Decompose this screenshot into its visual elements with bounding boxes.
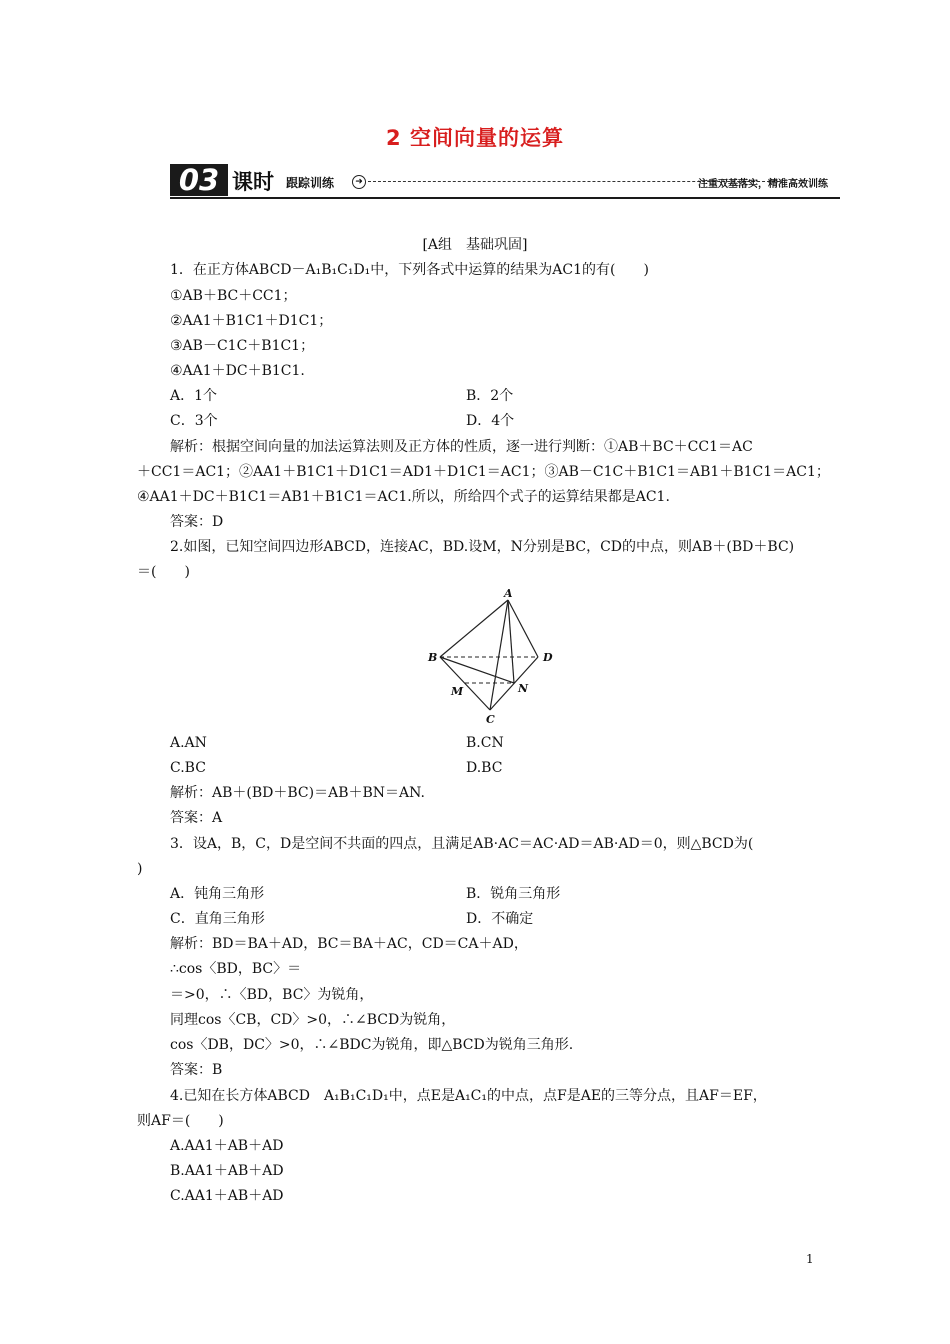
q1-item-4: ④AA1＋DC＋B1C1. xyxy=(170,363,305,379)
q3-solution-cont: ∴cos〈BD，BC〉＝ xyxy=(170,961,302,977)
q1-solution: 解析：根据空间向量的加法运算法则及正方体的性质，逐一进行判断：①AB＋BC＋CC1＝AC xyxy=(170,439,753,455)
edge-ad xyxy=(508,600,538,657)
arrow-right-icon: ➜ xyxy=(352,175,366,189)
banner-slogan: 注重双基落实，精准高效训练 xyxy=(698,179,828,190)
banner-number: 03 xyxy=(170,164,228,196)
q3-stem: 3．设A，B，C，D是空间不共面的四点，且满足AB·AC＝AC·AD＝AB·AD＝0，则△BCD为( xyxy=(170,836,754,852)
q3-option-d: D．不确定 xyxy=(466,911,534,927)
q3-stem-cont: ) xyxy=(137,861,143,877)
q2-stem: 2.如图，已知空间四边形ABCD，连接AC，BD.设M，N分别是BC，CD的中点，则AB＋(BD＋BC) xyxy=(170,539,795,555)
page-title: 2 空间向量的运算 xyxy=(386,126,564,150)
segment-bn xyxy=(440,657,514,683)
q3-solution-cont: cos〈DB，DC〉>0，∴∠BDC为锐角，即△BCD为锐角三角形. xyxy=(170,1037,574,1053)
q2-option-b: B.CN xyxy=(466,735,504,751)
q4-stem-cont: 则AF＝( ) xyxy=(137,1113,224,1129)
q4-stem: 4.已知在长方体ABCD A₁B₁C₁D₁中，点E是A₁C₁的中点，点F是AE的三等分点，且AF＝EF， xyxy=(170,1088,767,1104)
q1-solution-cont: ＋CC1＝AC1；②AA1＋B1C1＋D1C1＝AD1＋D1C1＝AC1；③AB－C1C＋B1C1＝AB1＋B1C1＝AC1； xyxy=(137,464,830,480)
q3-solution-cont: 同理cos〈CB，CD〉>0，∴∠BCD为锐角， xyxy=(170,1012,456,1028)
banner-track: 跟踪训练 xyxy=(286,176,335,190)
q3-solution: 解析：BD＝BA＋AD，BC＝BA＋AC，CD＝CA＋AD， xyxy=(170,936,528,952)
q1-stem: 1．在正方体ABCD－A₁B₁C₁D₁中，下列各式中运算的结果为AC1的有( ) xyxy=(170,262,649,278)
edge-ab xyxy=(440,600,508,657)
q2-answer: 答案：A xyxy=(170,810,223,826)
q1-option-c: C．3个 xyxy=(170,413,218,429)
q1-item-1: ①AB＋BC＋CC1； xyxy=(170,288,297,304)
q4-option-a: A.AA1＋AB＋AD xyxy=(170,1138,284,1154)
q3-answer: 答案：B xyxy=(170,1062,223,1078)
q1-item-2: ②AA1＋B1C1＋D1C1； xyxy=(170,313,333,329)
q1-solution-cont: ④AA1＋DC＋B1C1＝AB1＋B1C1＝AC1.所以，所给四个式子的运算结果都是AC1. xyxy=(137,489,670,505)
label-m: M xyxy=(451,685,464,698)
q3-option-c: C．直角三角形 xyxy=(170,911,265,927)
q1-option-a: A．1个 xyxy=(170,388,218,404)
section-heading: [A组 基础巩固] xyxy=(422,237,528,253)
q2-solution: 解析：AB＋(BD＋BC)＝AB＋BN＝AN. xyxy=(170,785,425,801)
edge-an xyxy=(508,600,514,683)
q3-option-b: B．锐角三角形 xyxy=(466,886,561,902)
lesson-banner xyxy=(170,164,840,200)
banner-rule xyxy=(170,197,840,199)
q1-option-b: B．2个 xyxy=(466,388,514,404)
q4-option-c: C.AA1＋AB＋AD xyxy=(170,1188,284,1204)
label-n: N xyxy=(518,682,529,695)
label-a: A xyxy=(504,587,513,600)
q1-item-3: ③AB－C1C＋B1C1； xyxy=(170,338,315,354)
page-number: 1 xyxy=(806,1252,814,1266)
q4-option-b: B.AA1＋AB＋AD xyxy=(170,1163,284,1179)
q2-option-d: D.BC xyxy=(466,760,503,776)
banner-lesson: 课时 xyxy=(232,170,274,194)
q2-stem-cont: ＝( ) xyxy=(137,564,190,580)
label-b: B xyxy=(428,651,438,664)
label-d: D xyxy=(543,651,553,664)
q2-option-c: C.BC xyxy=(170,760,206,776)
q1-option-d: D．4个 xyxy=(466,413,515,429)
label-c: C xyxy=(486,713,495,726)
q1-answer: 答案：D xyxy=(170,514,224,530)
q2-option-a: A.AN xyxy=(170,735,207,751)
tetrahedron-figure xyxy=(420,585,560,730)
q3-option-a: A．钝角三角形 xyxy=(170,886,265,902)
q3-solution-cont: ＝>0，∴〈BD，BC〉为锐角， xyxy=(170,987,374,1003)
